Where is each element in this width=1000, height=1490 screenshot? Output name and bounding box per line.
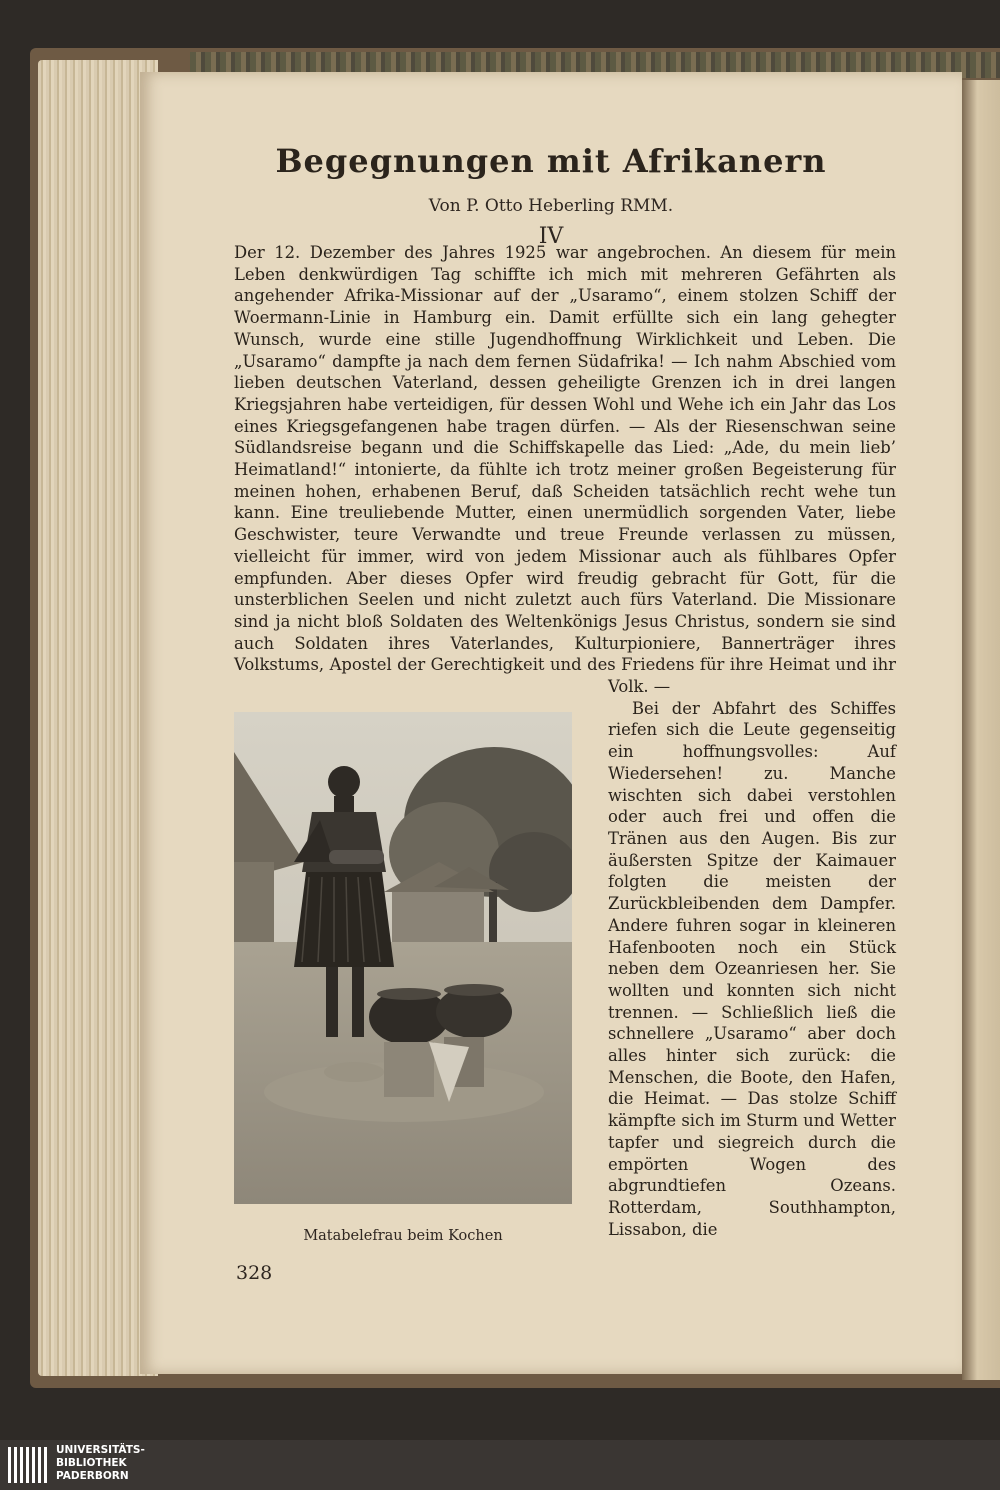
section-numeral: IV [538, 224, 564, 249]
library-name-line-3: PADERBORN [56, 1470, 129, 1482]
library-name [56, 1444, 145, 1483]
paragraph-1: Der 12. Dezember des Jahres 1925 war angebrochen. An diesem für mein Leben denkwürdigen Tag schiffte ich mich mit mehreren Gefährten als angehender Afrika-Missionar auf der „Usaramo“, einem stolzen Schiff der Woermann-Linie in Hamburg ein. Damit erfüllte sich ein lang gehegter Wunsch, wurde eine stille Jugendhoffnung Wirklichkeit und Leben. Die „Usaramo“ dampfte ja nach dem fernen Südafrika! — Ich nahm Abschied vom lieben deutschen Vaterland, dessen geheiligte Grenzen ich in drei langen Kriegsjahren habe verteidigen, für dessen Wohl und Wehe ich ein Jahr das Los eines Kriegsgefangenen habe tragen dürfen. — Als der Riesenschwan seine Südlandsreise begann und die Schiffskapelle das Lied: „Ade, du mein lieb’ Heimatland!“ intonierte, da fühlte ich trotz meiner großen Begeisterung für meinen hohen, erhabenen Beruf, daß Scheiden tatsächlich recht wehe tun kann. Eine treuliebende Mutter, einen unermüdlich sorgenden Vater, liebe Geschwister, teure Verwandte und treue Freunde verlassen zu müssen, vielleicht für immer, wird von jedem Missionar auch als fühlbares Opfer empfunden. Aber dieses Opfer wird freudig gebracht für Gott, für die unsterblichen Seelen und nicht zuletzt auch fürs Vaterland. Die Missionare sind ja nicht bloß Soldaten des Weltenkönigs Jesus Christus, sondern sie sind auch Soldaten ihres Vaterlandes, Kulturpioniere, Bannerträger ihres Volkstums, Apostel der Gerechtigkeit und des Friedens für ihre Heimat und ihr Volk. — [234, 243, 896, 697]
photo-matabele-woman-cooking [234, 712, 572, 1204]
photo-caption: Matabelefrau beim Kochen [303, 1228, 503, 1244]
next-page-edge [962, 80, 1000, 1380]
footer-bar [0, 1440, 1000, 1490]
paragraph-2: Bei der Abfahrt des Schiffes riefen sich die Leute gegenseitig ein hoffnungsvolles: Auf Wiedersehen! zu. Manche wischten sich dabei verstohlen oder auch frei und offen die Tränen aus den Augen. Bis zur äußersten Spitze der Kaimauer folgten die meisten der Zurückbleibenden dem Dampfer. Andere fuhren sogar in kleineren Hafenbooten noch ein Stück neben dem Ozeanriesen her. Sie wollten und konnten sich nicht trennen. — Schließlich ließ die schnellere „Usaramo“ aber doch alles hinter sich zurück: die Menschen, die Boote, den Hafen, die Heimat. — Das stolze Schiff kämpfte sich im Sturm und Wetter tapfer und siegreich durch die empörten Wogen des abgrundtiefen Ozeans. Rotterdam, Southhampton, Lissabon, die [608, 698, 896, 1239]
article-byline: Von P. Otto Heberling RMM. [428, 196, 674, 216]
article-title: Begegnungen mit Afrikanern [275, 142, 827, 180]
library-name-line-1: UNIVERSITÄTS- [56, 1444, 145, 1456]
university-library-logo-icon [6, 1443, 50, 1487]
library-name-line-2: BIBLIOTHEK [56, 1457, 127, 1469]
photo-illustration [234, 712, 572, 1204]
page-number: 328 [236, 1262, 273, 1284]
